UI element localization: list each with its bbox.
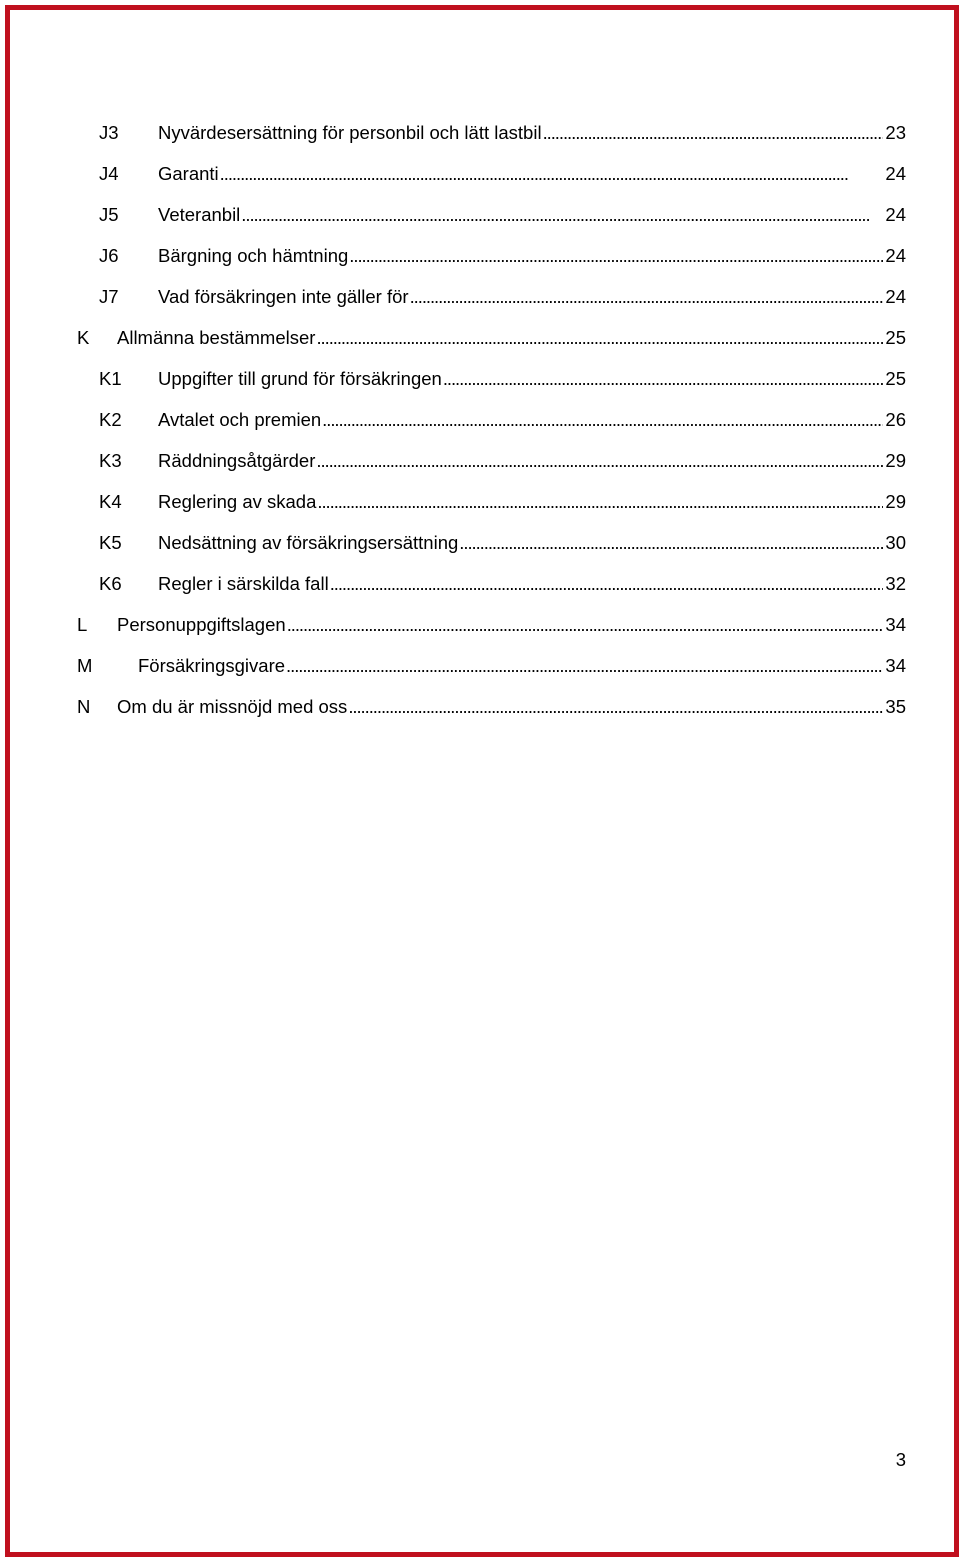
toc-entry[interactable] — [99, 531, 906, 555]
toc-entry-number: K4 — [99, 491, 122, 512]
toc-entry-number: K1 — [99, 368, 122, 389]
toc-leader-dots — [316, 449, 883, 473]
toc-entry[interactable] — [99, 490, 906, 514]
toc-entry-page: 26 — [885, 409, 906, 430]
toc-entry-number: J6 — [99, 245, 119, 266]
toc-entry-number: K — [77, 327, 90, 348]
toc-entry[interactable] — [99, 162, 906, 186]
toc-entry-title: Bärgning och hämtning — [158, 245, 349, 266]
toc-entry-title: Regler i särskilda fall — [158, 573, 329, 594]
toc-entry-number: L — [77, 614, 88, 635]
toc-entry-title: Nyvärdesersättning för personbil och lätt lastbil — [158, 122, 542, 143]
toc-entry-page: 35 — [885, 696, 906, 717]
toc-entry[interactable] — [77, 613, 906, 637]
toc-entry-number: N — [77, 696, 91, 717]
toc-leader-dots — [349, 244, 883, 268]
toc-entry-number: J3 — [99, 122, 119, 143]
toc-leader-dots — [241, 203, 883, 227]
toc-entry-title: Personuppgiftslagen — [117, 614, 286, 635]
toc-entry-page: 25 — [885, 368, 906, 389]
toc-entry-number: M — [77, 655, 93, 676]
toc-entry-number: K6 — [99, 573, 122, 594]
toc-entry-title: Reglering av skada — [158, 491, 317, 512]
toc-entry-title: Om du är missnöjd med oss — [117, 696, 348, 717]
toc-entry-page: 23 — [885, 122, 906, 143]
toc-entry-title: Räddningsåtgärder — [158, 450, 316, 471]
toc-leader-dots — [330, 572, 884, 596]
toc-leader-dots — [348, 695, 883, 719]
toc-entry-title: Nedsättning av försäkringsersättning — [158, 532, 459, 553]
toc-entry[interactable] — [99, 449, 906, 473]
toc-leader-dots — [543, 121, 884, 145]
toc-leader-dots — [287, 613, 884, 637]
toc-entry-page: 25 — [885, 327, 906, 348]
toc-entry[interactable] — [99, 285, 906, 309]
toc-entry-page: 29 — [885, 491, 906, 512]
toc-leader-dots — [317, 490, 883, 514]
toc-entry-page: 24 — [885, 286, 906, 307]
toc-entry-title: Uppgifter till grund för försäkringen — [158, 368, 442, 389]
toc-leader-dots — [459, 531, 883, 555]
toc-entry-number: J4 — [99, 163, 119, 184]
page-number: 3 — [895, 1449, 906, 1470]
toc-entry-number: K2 — [99, 409, 122, 430]
toc-leader-dots — [410, 285, 884, 309]
toc-entry-page: 24 — [885, 245, 906, 266]
toc-entry-number: K5 — [99, 532, 122, 553]
toc-entry-title: Vad försäkringen inte gäller för — [158, 286, 409, 307]
toc-entry-page: 34 — [885, 655, 906, 676]
toc-leader-dots — [286, 654, 883, 678]
toc-entry[interactable] — [99, 244, 906, 268]
toc-entry[interactable] — [99, 203, 906, 227]
toc-entry-title: Garanti — [158, 163, 219, 184]
toc-entry-page: 24 — [885, 163, 906, 184]
toc-leader-dots — [322, 408, 883, 432]
toc-entry-page: 24 — [885, 204, 906, 225]
toc-entry-title: Försäkringsgivare — [138, 655, 286, 676]
toc-entry[interactable] — [99, 367, 906, 391]
toc-entry[interactable] — [99, 572, 906, 596]
toc-entry[interactable] — [77, 326, 906, 350]
toc-entry-page: 32 — [885, 573, 906, 594]
toc-entry-number: J7 — [99, 286, 119, 307]
toc-entry-title: Veteranbil — [158, 204, 241, 225]
toc-leader-dots — [443, 367, 884, 391]
toc-entry-title: Allmänna bestämmelser — [117, 327, 316, 348]
toc-entry-number: J5 — [99, 204, 119, 225]
toc-entry-page: 30 — [885, 532, 906, 553]
toc-leader-dots — [316, 326, 883, 350]
toc-entry-page: 34 — [885, 614, 906, 635]
toc-leader-dots — [220, 162, 884, 186]
page-border-frame — [5, 5, 959, 1557]
toc-entry[interactable] — [77, 695, 906, 719]
toc-entry-number: K3 — [99, 450, 122, 471]
toc-entry[interactable] — [99, 121, 906, 145]
toc-entry-title: Avtalet och premien — [158, 409, 322, 430]
toc-entry[interactable] — [77, 654, 906, 678]
toc-entry[interactable] — [99, 408, 906, 432]
toc-entry-page: 29 — [885, 450, 906, 471]
